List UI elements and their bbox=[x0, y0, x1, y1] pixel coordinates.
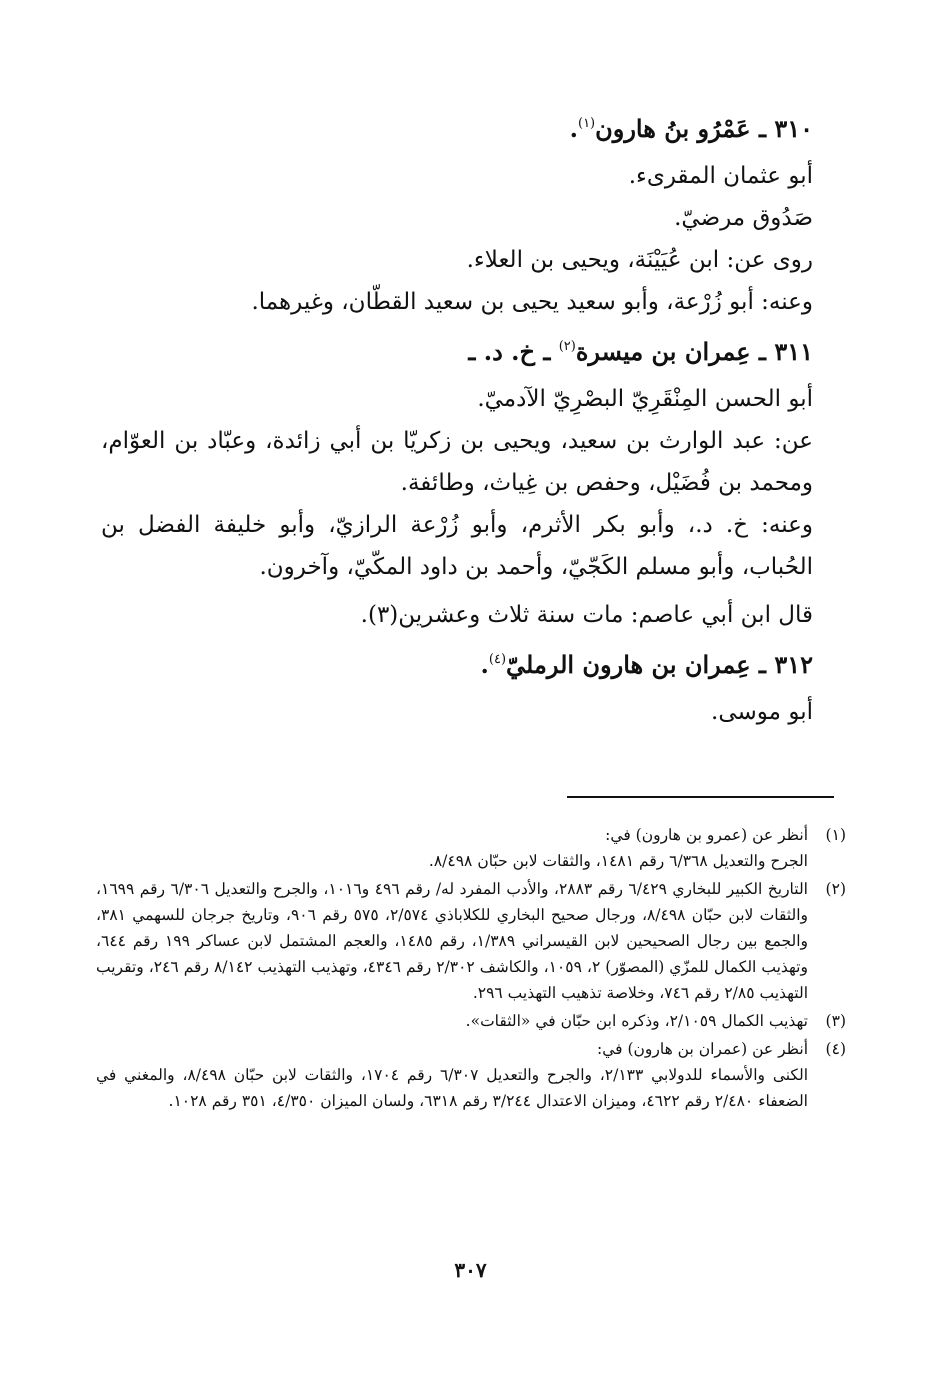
footnote-1 bbox=[96, 822, 846, 874]
footnote-number: (٣) bbox=[825, 1012, 846, 1030]
footnote-body bbox=[96, 1008, 808, 1034]
footnote-mark: (٢) bbox=[558, 339, 576, 354]
footnote-line: الكنى والأسماء للدولابي ٢/١٣٣، والجرح والتعديل ٦/٣٠٧ رقم ١٧٠٤، والثقات لابن حبّان ٨/٤٩٨، والمغني في الضعفاء ٢/٤٨٠ رقم ٤٦٢٢، وميزان الاعتدال ٣/٢٤٤ رقم ٦٣١٨، ولسان الميزان ٤/٣٥٠، ٣٥١ رقم ١٠٢٨. bbox=[96, 1066, 809, 1110]
footnote-number: (١) bbox=[825, 826, 846, 844]
page-number: ٣٠٧ bbox=[454, 1258, 487, 1282]
footnote-body bbox=[96, 876, 808, 1006]
entry-line: روى عن: ابن عُيَيْنَة، ويحيى بن العلاء. bbox=[466, 247, 813, 273]
footnote-3 bbox=[96, 1008, 846, 1034]
entry-paragraph: عن: عبد الوارث بن سعيد، ويحيى بن زكريّا بن أبي زائدة، وعبّاد بن العوّام، ومحمد بن فُضَيْل، وحفص بن غِياث، وطائفة. bbox=[101, 428, 813, 496]
footnote-body bbox=[96, 1036, 808, 1114]
footnotes bbox=[96, 822, 846, 1116]
footnote-mark: (١) bbox=[577, 116, 596, 131]
entry-title bbox=[101, 331, 813, 378]
entry-title-text: ٣١٢ ـ عِمران بن هارون الرمليّ bbox=[506, 650, 813, 679]
footnote-2 bbox=[96, 876, 846, 1006]
entry-line: أبو موسى. bbox=[711, 699, 813, 725]
footnote-line: التاريخ الكبير للبخاري ٦/٤٢٩ رقم ٢٨٨٣، والأدب المفرد له/ رقم ٤٩٦ و١٠١٦، والجرح والتعديل ٦/٣٠٦ رقم ١٦٩٩، والثقات لابن حبّان ٨/٤٩٨، ورجال صحيح البخاري للكلاباذي ٢/٥٧٤، ٥٧٥ رقم ٩٠٦، وتاريخ جرجان للسهمي ٣٨١، والجمع بين رجال الصحيحين لابن القيسراني ١/٣٨٩، رقم ١٤٨٥، والعجم المشتمل لابن عساكر ١٩٩ رقم ٦٤٤، وتهذيب الكمال للمزّي (المصوّر) ٢، ١٠٥٩، والكاشف ٢/٣٠٢ رقم ٤٣٤٦، وتهذيب التهذيب ٨/١٤٢ رقم ٢٤٦، وتقريب التهذيب ٢/٨٥ رقم ٧٤٦، وخلاصة تذهيب التهذيب ٢٩٦. bbox=[96, 880, 808, 1002]
footnote-line: الجرح والتعديل ٦/٣٦٨ رقم ١٤٨١، والثقات لابن حبّان ٨/٤٩٨. bbox=[428, 852, 808, 870]
entry-line: وعنه: أبو زُرْعة، وأبو سعيد يحيى بن سعيد القطّان، وغيرهما. bbox=[251, 289, 813, 315]
footnote-line: تهذيب الكمال ٢/١٠٥٩، وذكره ابن حبّان في «الثقات». bbox=[465, 1012, 808, 1030]
entry-311 bbox=[101, 331, 813, 636]
entry-312 bbox=[101, 644, 813, 733]
footnote-4 bbox=[96, 1036, 846, 1114]
entry-title-text: ٣١١ ـ عِمران بن ميسرة bbox=[575, 337, 813, 366]
entry-line: قال ابن أبي عاصم: مات سنة ثلاث وعشرين(٣). bbox=[360, 602, 813, 628]
footnote-number: (٢) bbox=[825, 880, 846, 898]
footnote-body bbox=[96, 822, 808, 874]
entry-line: أبو عثمان المقرىء. bbox=[628, 163, 813, 189]
entry-310 bbox=[101, 108, 813, 323]
main-text bbox=[101, 108, 813, 741]
footnote-number: (٤) bbox=[825, 1040, 846, 1058]
entry-title-suffix: . bbox=[480, 650, 489, 679]
entry-title bbox=[101, 644, 813, 691]
entry-line: أبو الحسن المِنْقَرِيّ البصْرِيّ الآدميّ. bbox=[477, 386, 813, 412]
footnote-separator bbox=[567, 796, 834, 798]
footnote-line: أنظر عن (عمران بن هارون) في: bbox=[596, 1040, 808, 1058]
entry-title-suffix: ـ خ. د. ـ bbox=[468, 337, 559, 366]
entry-title-text: ٣١٠ ـ عَمْرُو بنُ هارون bbox=[595, 114, 813, 143]
footnote-line: أنظر عن (عمرو بن هارون) في: bbox=[605, 826, 808, 844]
entry-line: صَدُوق مرضيّ. bbox=[674, 205, 813, 231]
entry-paragraph: وعنه: خ. د.، وأبو بكر الأثرم، وأبو زُرْعة الرازيّ، وأبو خليفة الفضل بن الحُباب، وأبو مسلم الكَجّيّ، وأحمد بن داود المكّيّ، وآخرون. bbox=[101, 512, 813, 580]
footnote-mark: (٤) bbox=[488, 652, 507, 667]
entry-title-suffix: . bbox=[569, 114, 578, 143]
entry-title bbox=[101, 108, 813, 155]
